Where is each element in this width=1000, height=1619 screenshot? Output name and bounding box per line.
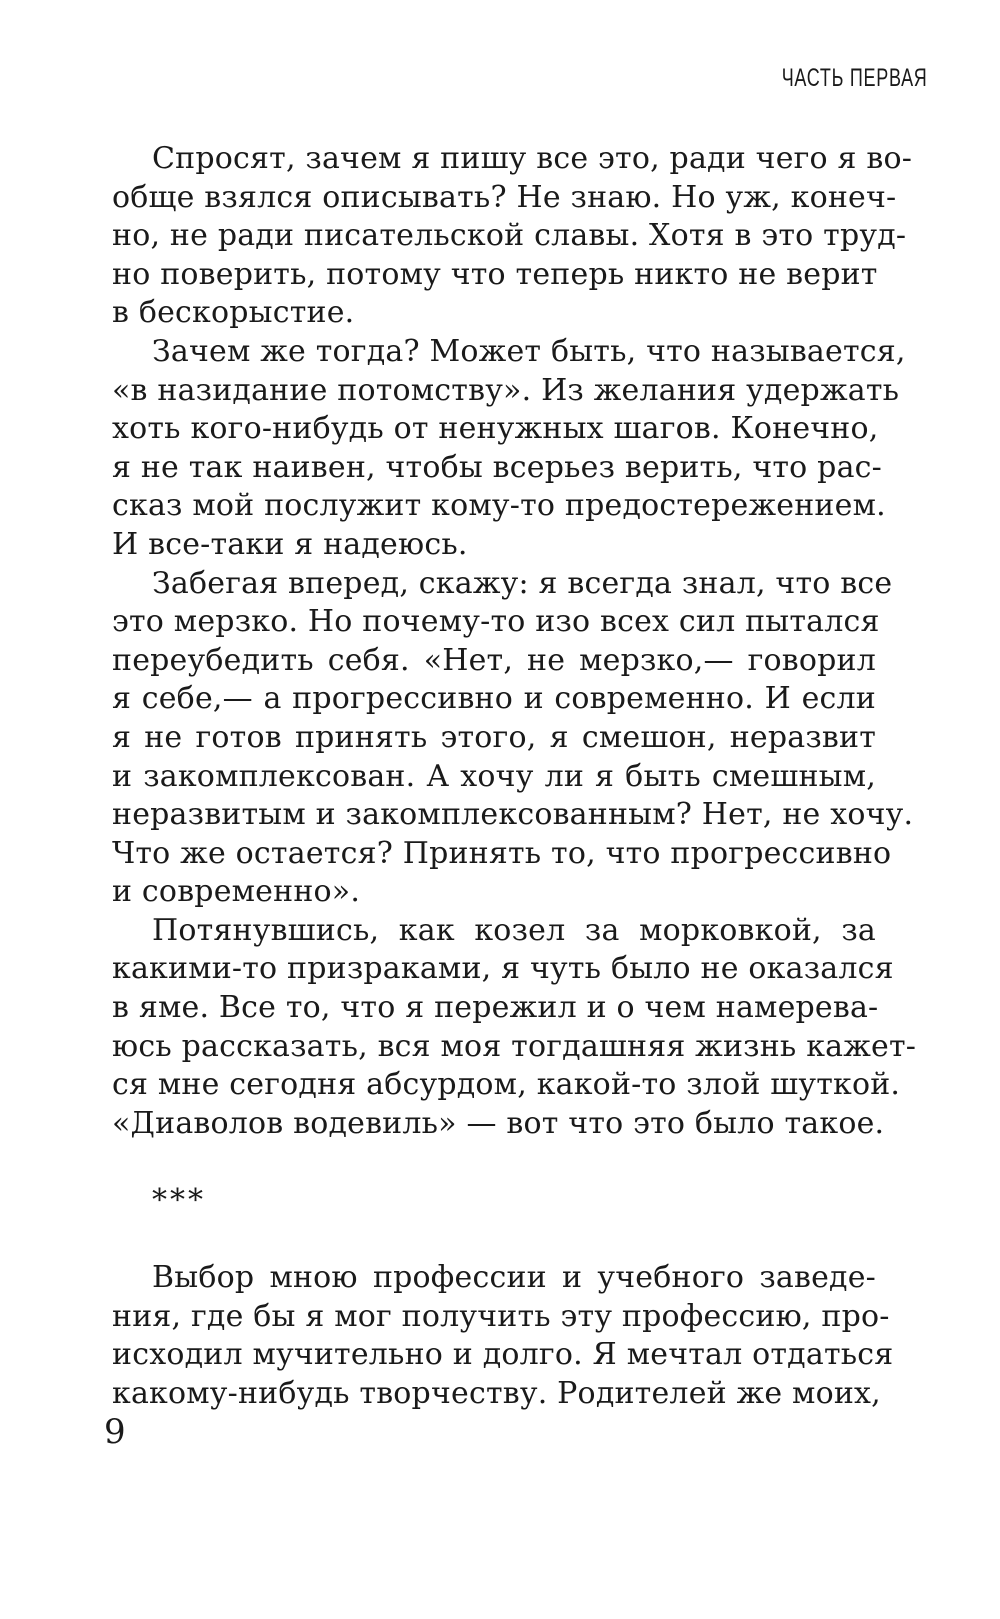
paragraph <box>112 912 917 1144</box>
text-line: в яме. Все то, что я пережил и о чем намерева- <box>112 990 879 1026</box>
page-text <box>112 140 917 1414</box>
text-line: какими-то призраками, я чуть было не оказался <box>112 951 894 987</box>
text-line: и современно». <box>112 874 361 910</box>
text-line: я не готов принять этого, я смешон, неразвит <box>112 719 876 755</box>
text-line: это мерзко. Но почему-то изо всех сил пытался <box>112 604 880 640</box>
text-line: «Диаволов водевиль» — вот что это было такое. <box>112 1105 885 1141</box>
text-line: юсь рассказать, вся моя тогдашняя жизнь кажет- <box>112 1028 917 1064</box>
text-line: Что же остается? Принять то, что прогрессивно <box>112 835 892 871</box>
paragraph <box>112 140 913 333</box>
section-separator: *** <box>152 1183 206 1219</box>
text-line: исходил мучительно и долго. Я мечтал отдаться <box>112 1337 894 1373</box>
text-line: сказ мой послужит кому-то предостережением. <box>112 488 886 524</box>
text-line: но поверить, потому что теперь никто не верит <box>112 256 878 292</box>
text-line: неразвитым и закомплексованным? Нет, не хочу. <box>112 797 914 833</box>
text-line: Забегая вперед, скажу: я всегда знал, что все <box>152 565 893 601</box>
text-line: хоть кого-нибудь от ненужных шагов. Конечно, <box>112 411 879 447</box>
text-line: и закомплексован. А хочу ли я быть смешным, <box>112 758 876 794</box>
text-line: Зачем же тогда? Может быть, что называется, <box>152 333 906 369</box>
text-line: но, не ради писательской славы. Хотя в это труд- <box>112 218 907 254</box>
text-line: какому-нибудь творчеству. Родителей же моих, <box>112 1376 881 1411</box>
section-gap <box>112 1221 876 1260</box>
text-line: Выбор мною профессии и учебного заведе- <box>152 1260 876 1296</box>
text-line: переубедить себя. «Нет, не мерзко,— говорил <box>112 642 876 678</box>
paragraph <box>112 565 914 912</box>
text-line: обще взялся описывать? Не знаю. Но уж, конеч- <box>112 179 897 215</box>
text-line: я не так наивен, чтобы всерьез верить, что рас- <box>112 449 883 485</box>
text-line: в бескорыстие. <box>112 295 355 331</box>
text-line: ния, где бы я мог получить эту профессию, про- <box>112 1298 890 1334</box>
text-line: я себе,— а прогрессивно и современно. И если <box>112 681 876 717</box>
paragraph <box>112 1259 894 1413</box>
text-line: И все-таки я надеюсь. <box>112 526 468 562</box>
section-gap <box>112 1143 876 1182</box>
page-number: 9 <box>104 1412 126 1452</box>
text-line: Потянувшись, как козел за морковкой, за <box>152 912 876 948</box>
text-line: ся мне сегодня абсурдом, какой-то злой шуткой. <box>112 1067 901 1103</box>
paragraph <box>112 333 906 565</box>
text-line: «в назидание потомству». Из желания удержать <box>112 372 900 408</box>
text-line: Спросят, зачем я пишу все это, ради чего я во- <box>152 141 913 176</box>
running-header: ЧАСТЬ ПЕРВАЯ <box>782 64 928 92</box>
